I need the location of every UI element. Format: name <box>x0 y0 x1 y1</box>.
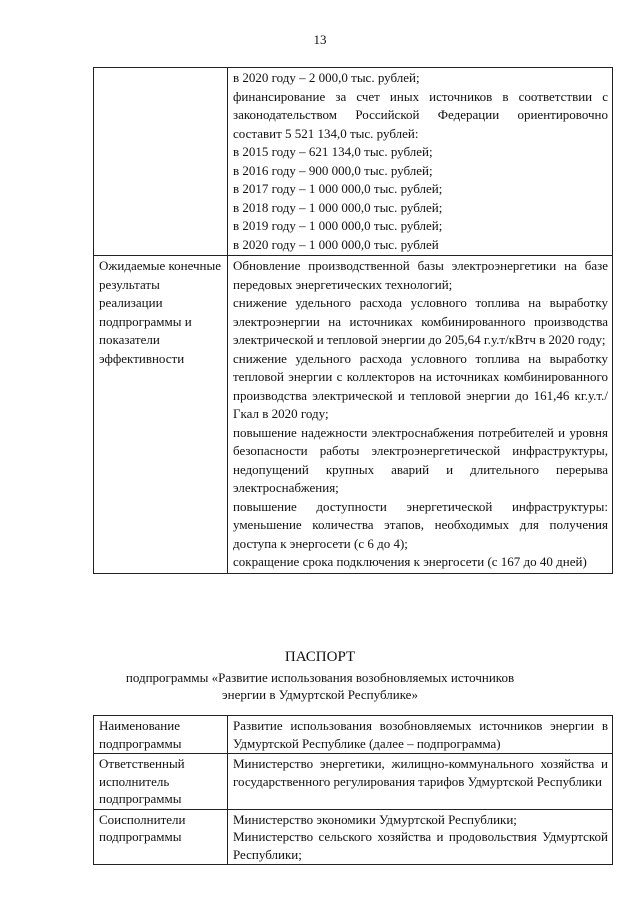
financing-value-cell <box>228 68 613 256</box>
result-item: Обновление производственной базы электроэнергетики на базе передовых энергетических технологий; <box>233 258 608 292</box>
row-label: Ответственный исполнитель подпрограммы <box>94 754 228 810</box>
financing-line: в 2017 году – 1 000 000,0 тыс. рублей; <box>233 181 443 196</box>
result-item: повышение надежности электроснабжения потребителей и уровня безопасности работы электроэнергетической инфраструктуры, недопущений крупных аварий и длительного перерыва электроснабжения; <box>233 424 608 495</box>
row-value-line: Министерство экономики Удмуртской Республики; <box>233 811 517 827</box>
result-item: снижение удельного расхода условного топлива на выработку электроэнергии на источниках комбинированного производства электрической и тепловой энергии до 205,64 г.у.т/кВтч в 2020 году; <box>233 295 608 347</box>
table-row-results <box>94 256 613 574</box>
row-label: Соисполнители подпрограммы <box>94 809 228 865</box>
table-row <box>94 716 613 754</box>
result-item: снижение удельного расхода условного топлива на выработку тепловой энергии с коллекторов на источниках комбинированного производства электрической и тепловой энергии до 161,46 кг.у.т./Гкал в 2020 году; <box>233 350 608 421</box>
passport-subtitle: подпрограммы «Развитие использования возобновляемых источников энергии в Удмуртской Республике» <box>125 670 515 702</box>
financing-line: в 2019 году – 1 000 000,0 тыс. рублей; <box>233 218 443 233</box>
row-label: Наименование подпрограммы <box>94 716 228 754</box>
row-value-line: Министерство сельского хозяйства и продовольствия Удмуртской Республики; <box>233 829 608 862</box>
passport-heading: ПАСПОРТ <box>284 649 356 665</box>
result-item: сокращение срока подключения к энергосети (с 167 до 40 дней) <box>233 554 587 569</box>
passport-table <box>93 715 613 865</box>
row-value-line: Министерство энергетики, жилищно-коммунального хозяйства и государственного регулирования тарифов Удмуртской Республики <box>233 756 608 789</box>
financing-line: в 2018 году – 1 000 000,0 тыс. рублей; <box>233 199 443 215</box>
financing-line: в 2015 году – 621 134,0 тыс. рублей; <box>233 144 433 159</box>
financing-line: в 2016 году – 900 000,0 тыс. рублей; <box>233 162 433 178</box>
financing-label-cell <box>94 68 228 256</box>
table-row <box>94 809 613 865</box>
financing-line: финансирование за счет иных источников в соответствии с законодательством Российской Федерации ориентировочно составит 5 521 134,0 тыс. рублей: <box>233 88 608 141</box>
row-value-line: Развитие использования возобновляемых источников энергии в Удмуртской Республике (далее – подпрограмма) <box>233 718 608 751</box>
row-value <box>228 754 613 810</box>
financing-line: в 2020 году – 1 000 000,0 тыс. рублей <box>233 236 439 252</box>
table-row <box>94 754 613 810</box>
result-item: повышение доступности энергетической инфраструктуры: уменьшение количества этапов, необходимых для получения доступа к энергосети (с 6 до 4); <box>233 498 608 551</box>
financing-line: в 2020 году – 2 000,0 тыс. рублей; <box>233 70 420 85</box>
results-value-cell <box>228 256 613 574</box>
row-value <box>228 716 613 754</box>
results-label-cell: Ожидаемые конечные результаты реализации подпрограммы и показатели эффективности <box>94 256 228 574</box>
page-number: 13 <box>313 32 327 47</box>
row-value <box>228 809 613 865</box>
program-table-continued <box>93 67 613 574</box>
table-row-financing <box>94 68 613 256</box>
